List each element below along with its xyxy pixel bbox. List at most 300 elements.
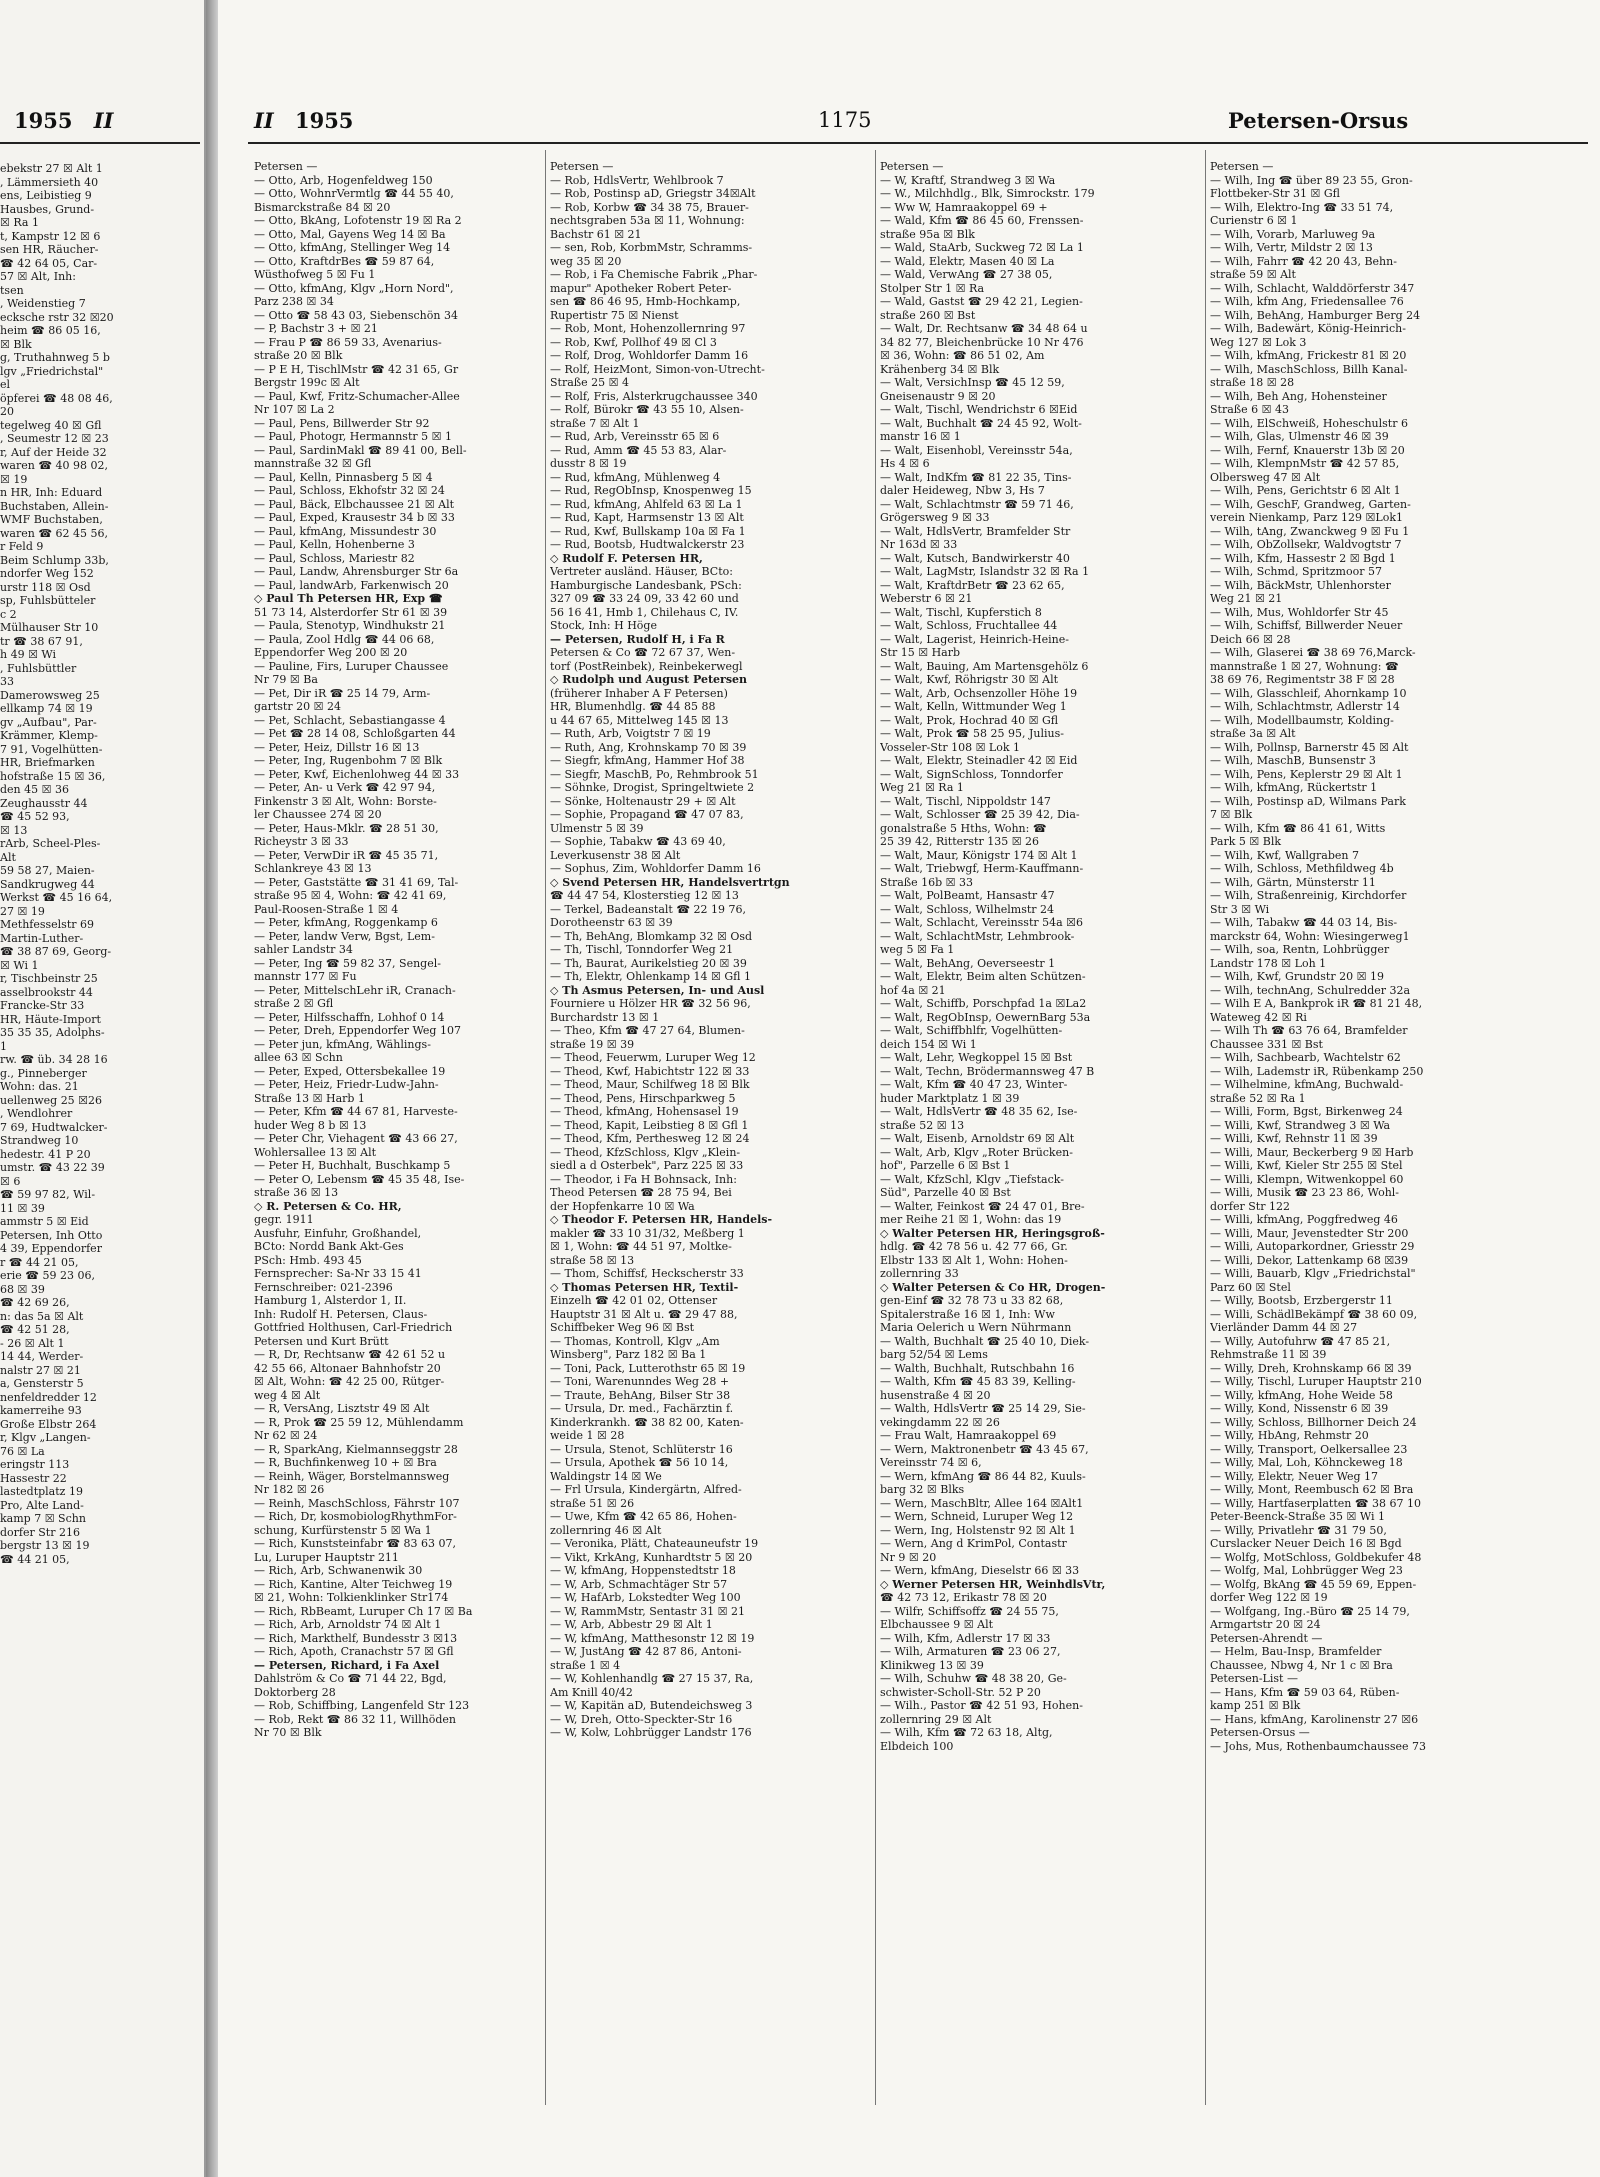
directory-entry-line: — Rich, Markthelf, Bundesstr 3 ☒13 bbox=[254, 1631, 458, 1645]
directory-entry-line: — Wilh, Schlacht, Walddörferstr 347 bbox=[1210, 281, 1415, 295]
directory-entry-line: Stolper Str 1 ☒ Ra bbox=[880, 281, 985, 295]
directory-entry-line: — Willy, Elektr, Neuer Weg 17 bbox=[1210, 1469, 1379, 1483]
directory-entry-line: — Traute, BehAng, Bilser Str 38 bbox=[550, 1388, 731, 1402]
directory-entry-line: — Willy, Kond, Nissenstr 6 ☒ 39 bbox=[1210, 1402, 1389, 1415]
directory-entry-line: Spitalerstraße 16 ☒ 1, Inh: Ww bbox=[880, 1307, 1055, 1321]
directory-entry-line: straße 18 ☒ 28 bbox=[1210, 376, 1295, 389]
directory-entry-line: — Wilh, Mus, Wohldorfer Str 45 bbox=[1210, 605, 1389, 619]
directory-entry-line: — Willi, Maur, Jevenstedter Str 200 bbox=[1210, 1226, 1409, 1240]
directory-entry-line: allee 63 ☒ Schn bbox=[254, 1051, 343, 1064]
directory-entry-line: — Paul, Photogr, Hermannstr 5 ☒ 1 bbox=[254, 430, 452, 443]
directory-entry-line: — Walt, Eisenhobl, Vereinsstr 54a, bbox=[880, 443, 1073, 457]
directory-entry-line: — Wilh, BäckMstr, Uhlenhorster bbox=[1210, 578, 1391, 592]
directory-entry-line: mapur" Apotheker Robert Peter- bbox=[550, 281, 732, 295]
directory-entry-line: gv „Aufbau", Par- bbox=[0, 715, 97, 729]
directory-entry-line: ☒ 6 bbox=[0, 1174, 21, 1188]
directory-entry-line: — Walt, Arb, Klgv „Roter Brücken- bbox=[880, 1145, 1073, 1159]
directory-entry-line: — P E H, TischlMstr ☎ 42 31 65, Gr bbox=[254, 362, 459, 376]
directory-entry-line: ebekstr 27 ☒ Alt 1 bbox=[0, 162, 103, 175]
directory-entry-line: torf (PostReinbek), Reinbekerwegl bbox=[550, 659, 743, 673]
directory-column-3 bbox=[880, 160, 1200, 2110]
directory-entry-line: — Rob, i Fa Chemische Fabrik „Phar- bbox=[550, 268, 758, 281]
column-divider bbox=[875, 150, 876, 2105]
directory-entry-line: c 2 bbox=[0, 607, 17, 621]
directory-entry-line: Eppendorfer Weg 200 ☒ 20 bbox=[254, 646, 408, 659]
directory-entry-line: Schlankreye 43 ☒ 13 bbox=[254, 862, 372, 875]
directory-entry-line: Winsberg", Parz 182 ☒ Ba 1 bbox=[550, 1348, 707, 1361]
directory-entry-line: der Hopfenkarre 10 ☒ Wa bbox=[550, 1199, 695, 1213]
directory-entry-line: waren ☎ 40 98 02, bbox=[0, 459, 109, 472]
directory-entry-line: Gneisenaustr 9 ☒ 20 bbox=[880, 389, 996, 403]
directory-entry-line: — Hans, Kfm ☎ 59 03 64, Rüben- bbox=[1210, 1685, 1400, 1699]
directory-entry-line: Parz 238 ☒ 34 bbox=[254, 295, 334, 308]
directory-entry-line: Stock, Inh: H Höge bbox=[550, 619, 657, 632]
directory-entry-line: — Wilh, Vorarb, Marluweg 9a bbox=[1210, 227, 1376, 241]
directory-entry-line: Burchardstr 13 ☒ 1 bbox=[550, 1010, 660, 1024]
directory-entry-line: nenfeldredder 12 bbox=[0, 1390, 97, 1404]
directory-entry-line: Krähenberg 34 ☒ Blk bbox=[880, 362, 1000, 376]
directory-entry-line: — Rich, RbBeamt, Luruper Ch 17 ☒ Ba bbox=[254, 1604, 473, 1618]
directory-entry-line: — Walt, Buchhalt ☎ 24 45 92, Wolt- bbox=[880, 416, 1082, 430]
directory-entry-line: Petersen — bbox=[550, 160, 614, 173]
directory-entry-line: — Rob, Korbw ☎ 34 38 75, Brauer- bbox=[550, 200, 749, 214]
directory-entry-line: lgv „Friedrichstal" bbox=[0, 364, 104, 378]
directory-entry-line: — Willi, Kwf, Rehnstr 11 ☒ 39 bbox=[1210, 1132, 1378, 1145]
directory-entry-line: — Paul, Schloss, Ekhofstr 32 ☒ 24 bbox=[254, 484, 445, 497]
directory-entry-line: Flottbeker-Str 31 ☒ Gfl bbox=[1210, 187, 1341, 200]
directory-entry-line: — Peter, Heiz, Dillstr 16 ☒ 13 bbox=[254, 740, 420, 754]
directory-entry-line: — Rolf, Bürokr ☎ 43 55 10, Alsen- bbox=[550, 403, 744, 416]
directory-entry-line: — Otto, BkAng, Lofotenstr 19 ☒ Ra 2 bbox=[254, 214, 462, 227]
directory-entry-line: tegelweg 40 ☒ Gfl bbox=[0, 418, 102, 432]
directory-entry-line: Wateweg 42 ☒ Ri bbox=[1210, 1010, 1307, 1024]
directory-entry-line: — Peter, Gaststätte ☎ 31 41 69, Tal- bbox=[254, 875, 459, 889]
directory-entry-line: Ulmenstr 5 ☒ 39 bbox=[550, 821, 644, 835]
directory-entry-line: — Otto, kfmAng, Stellinger Weg 14 bbox=[254, 241, 451, 254]
directory-entry-line: — Walter, Feinkost ☎ 24 47 01, Bre- bbox=[880, 1199, 1085, 1213]
directory-entry-line: ecksche rstr 32 ☒20 bbox=[0, 310, 114, 324]
directory-entry-line: — Walt, KraftdrBetr ☎ 23 62 65, bbox=[880, 578, 1065, 592]
directory-entry-line: r, Tischbeinstr 25 bbox=[0, 972, 98, 985]
directory-entry-line: — Wilh, Fahrr ☎ 42 20 43, Behn- bbox=[1210, 254, 1397, 268]
directory-entry-line: — Rob, Kwf, Pollhof 49 ☒ Cl 3 bbox=[550, 335, 717, 349]
directory-entry-line: — Wilh., Pastor ☎ 42 51 93, Hohen- bbox=[880, 1699, 1083, 1712]
directory-entry-line: Hassestr 22 bbox=[0, 1471, 67, 1485]
directory-entry-line: — Wolfg, BkAng ☎ 45 59 69, Eppen- bbox=[1210, 1577, 1417, 1591]
directory-entry-line: ☎ 45 52 93, bbox=[0, 810, 70, 823]
directory-entry-line: — Sönke, Holtenaustr 29 + ☒ Alt bbox=[550, 794, 736, 808]
directory-entry-line: — Wilh, Kfm ☎ 86 41 61, Witts bbox=[1210, 821, 1386, 835]
directory-entry-line: 42 55 66, Altonaer Bahnhofstr 20 bbox=[254, 1361, 441, 1375]
directory-entry-line: Grögersweg 9 ☒ 33 bbox=[880, 511, 990, 524]
directory-entry-line: sahler Landstr 34 bbox=[254, 943, 353, 956]
directory-entry-line: Wohn: das. 21 bbox=[0, 1080, 79, 1093]
directory-entry-line: kamp 251 ☒ Blk bbox=[1210, 1699, 1301, 1712]
directory-entry-line: — Wilh, Pens, Keplerstr 29 ☒ Alt 1 bbox=[1210, 767, 1403, 781]
directory-entry-line: sp, Fuhlsbütteler bbox=[0, 594, 96, 607]
directory-entry-line: r ☎ 44 21 05, bbox=[0, 1255, 79, 1269]
directory-entry-line: — W, Kraftf, Strandweg 3 ☒ Wa bbox=[880, 173, 1056, 187]
directory-entry-line: — Wilh, Schmd, Spritzmoor 57 bbox=[1210, 565, 1382, 578]
directory-entry-line: — Otto, kfmAng, Klgv „Horn Nord", bbox=[254, 281, 454, 295]
directory-entry-line: — Willi, Kwf, Kieler Str 255 ☒ Stel bbox=[1210, 1159, 1403, 1172]
directory-entry-line: — Wilh Th ☎ 63 76 64, Bramfelder bbox=[1210, 1024, 1408, 1037]
directory-entry-line: Rehmstraße 11 ☒ 39 bbox=[1210, 1348, 1327, 1361]
directory-entry-line: ☒ 19 bbox=[0, 472, 28, 486]
directory-entry-line: Waldingstr 14 ☒ We bbox=[550, 1469, 662, 1483]
directory-entry-line: Doktorberg 28 bbox=[254, 1685, 336, 1699]
directory-entry-line: Bismarckstraße 84 ☒ 20 bbox=[254, 200, 391, 214]
directory-entry-line: ◇ Rudolf F. Petersen HR, bbox=[550, 551, 703, 565]
directory-entry-line: manstr 16 ☒ 1 bbox=[880, 430, 961, 443]
directory-entry-line: Str 15 ☒ Harb bbox=[880, 646, 961, 659]
directory-entry-line: ndorfer Weg 152 bbox=[0, 567, 94, 580]
directory-entry-line: — Th, Elektr, Ohlenkamp 14 ☒ Gfl 1 bbox=[550, 970, 751, 983]
directory-entry-line: — Wald, StaArb, Suckweg 72 ☒ La 1 bbox=[880, 241, 1084, 254]
directory-entry-line: — Rich, Apoth, Cranachstr 57 ☒ Gfl bbox=[254, 1645, 454, 1658]
directory-entry-line: — Thom, Schiffsf, Heckscherstr 33 bbox=[550, 1267, 744, 1280]
directory-entry-line: eringstr 113 bbox=[0, 1458, 70, 1471]
directory-entry-line: — Rud, Amm ☎ 45 53 83, Alar- bbox=[550, 443, 727, 457]
directory-entry-line: Deich 66 ☒ 28 bbox=[1210, 632, 1291, 646]
directory-column-2 bbox=[550, 160, 870, 2110]
directory-entry-line: tr ☎ 38 67 91, bbox=[0, 634, 83, 648]
directory-entry-line: — Frau Walt, Hamraakoppel 69 bbox=[880, 1429, 1057, 1442]
directory-entry-line: straße 19 ☒ 39 bbox=[550, 1037, 635, 1051]
directory-entry-line: — Peter Chr, Viehagent ☎ 43 66 27, bbox=[254, 1132, 458, 1145]
directory-entry-line: — Wilh, Kwf, Grundstr 20 ☒ 19 bbox=[1210, 970, 1384, 983]
directory-entry-line: — R, VersAng, Lisztstr 49 ☒ Alt bbox=[254, 1402, 430, 1415]
directory-entry-line: — Th, Baurat, Aurikelstieg 20 ☒ 39 bbox=[550, 956, 747, 970]
directory-entry-line: deich 154 ☒ Wi 1 bbox=[880, 1037, 977, 1051]
directory-entry-line: weide 1 ☒ 28 bbox=[550, 1429, 625, 1442]
directory-entry-line: — Ruth, Ang, Krohnskamp 70 ☒ 39 bbox=[550, 740, 747, 754]
directory-entry-line: 33 bbox=[0, 675, 14, 688]
directory-entry-line: — Rob, HdlsVertr, Wehlbrook 7 bbox=[550, 173, 724, 187]
directory-entry-line: asselbrookstr 44 bbox=[0, 985, 93, 999]
directory-entry-line: hdlg. ☎ 42 78 56 u. 42 77 66, Gr. bbox=[880, 1240, 1068, 1253]
directory-entry-line: — Rich, Kantine, Alter Teichweg 19 bbox=[254, 1577, 453, 1591]
directory-entry-line: straße 58 ☒ 13 bbox=[550, 1253, 635, 1267]
directory-entry-line: Finkenstr 3 ☒ Alt, Wohn: Borste- bbox=[254, 794, 437, 808]
directory-entry-line: weg 35 ☒ 20 bbox=[550, 254, 622, 268]
directory-entry-line: — W, kfmAng, Hoppenstedtstr 18 bbox=[550, 1564, 736, 1577]
directory-entry-line: ☒ Alt, Wohn: ☎ 42 25 00, Rütger- bbox=[254, 1375, 445, 1388]
directory-entry-line: — Wilh, Straßenreinig, Kirchdorfer bbox=[1210, 889, 1407, 902]
directory-entry-line: — Wolfgang, Ing.-Büro ☎ 25 14 79, bbox=[1210, 1604, 1410, 1618]
directory-entry-line: Hauptstr 31 ☒ Alt u. ☎ 29 47 88, bbox=[550, 1307, 738, 1321]
directory-entry-line: barg 32 ☒ Blks bbox=[880, 1483, 965, 1496]
directory-entry-line: 51 73 14, Alsterdorfer Str 61 ☒ 39 bbox=[254, 605, 448, 619]
directory-entry-line: — Wilh E A, Bankprok iR ☎ 81 21 48, bbox=[1210, 997, 1423, 1010]
directory-entry-line: — Wern, Maktronenbetr ☎ 43 45 67, bbox=[880, 1442, 1089, 1456]
directory-entry-line: — Uwe, Kfm ☎ 42 65 86, Hohen- bbox=[550, 1510, 737, 1523]
directory-entry-line: ☒ Ra 1 bbox=[0, 216, 39, 229]
directory-entry-line: Straße 25 ☒ 4 bbox=[550, 376, 629, 389]
directory-entry-line: — Veronika, Plätt, Chateauneufstr 19 bbox=[550, 1537, 759, 1550]
directory-entry-line: — Wern, Schneid, Luruper Weg 12 bbox=[880, 1510, 1074, 1523]
directory-entry-line: — Rud, kfmAng, Mühlenweg 4 bbox=[550, 470, 721, 484]
directory-entry-line: — Paul, Kelln, Hohenberne 3 bbox=[254, 538, 415, 551]
directory-entry-line: — Wilh, Fernf, Knauerstr 13b ☒ 20 bbox=[1210, 443, 1405, 457]
directory-entry-line: HR, Häute-Import bbox=[0, 1012, 101, 1026]
directory-entry-line: — Walth, HdlsVertr ☎ 25 14 29, Sie- bbox=[880, 1402, 1086, 1415]
directory-entry-line: — Wilh, Elektro-Ing ☎ 33 51 74, bbox=[1210, 200, 1394, 214]
directory-entry-line: straße 1 ☒ 4 bbox=[550, 1658, 621, 1672]
directory-entry-line: Pro, Alte Land- bbox=[0, 1498, 84, 1512]
directory-entry-line: — Wilh, kfm Ang, Friedensallee 76 bbox=[1210, 295, 1404, 308]
directory-entry-line: — Theod, kfmAng, Hohensasel 19 bbox=[550, 1105, 739, 1118]
directory-entry-line: uellenweg 25 ☒26 bbox=[0, 1093, 103, 1107]
directory-entry-line: — Theod, Maur, Schilfweg 18 ☒ Blk bbox=[550, 1078, 750, 1091]
directory-entry-line: Wüsthofweg 5 ☒ Fu 1 bbox=[254, 268, 376, 281]
directory-entry-line: — Rich, Dr, kosmobiologRhythmFor- bbox=[254, 1510, 457, 1523]
directory-entry-line: waren ☎ 62 45 56, bbox=[0, 526, 109, 540]
directory-entry-line: — Peter, VerwDir iR ☎ 45 35 71, bbox=[254, 848, 439, 862]
directory-entry-line: 11 ☒ 39 bbox=[0, 1201, 45, 1215]
directory-entry-line: Nr 182 ☒ 26 bbox=[254, 1483, 325, 1496]
directory-entry-line: Dahlström & Co ☎ 71 44 22, Bgd, bbox=[254, 1672, 447, 1685]
directory-entry-line: — Willi, Bauarb, Klgv „Friedrichstal" bbox=[1210, 1267, 1416, 1280]
directory-entry-line: ellkamp 74 ☒ 19 bbox=[0, 702, 93, 715]
directory-entry-line: — P, Bachstr 3 + ☒ 21 bbox=[254, 322, 378, 335]
directory-entry-line: Petersen-Orsus — bbox=[1210, 1726, 1310, 1739]
directory-entry-line: ler Chaussee 274 ☒ 20 bbox=[254, 808, 382, 821]
directory-entry-line: Theod Petersen ☎ 28 75 94, Bei bbox=[550, 1186, 732, 1199]
directory-entry-line: 25 39 42, Ritterstr 135 ☒ 26 bbox=[880, 835, 1040, 848]
header-rule bbox=[248, 142, 1588, 144]
directory-entry-line: — Wald, Gastst ☎ 29 42 21, Legien- bbox=[880, 295, 1083, 308]
directory-entry-line: r, Klgv „Langen- bbox=[0, 1431, 91, 1444]
directory-entry-line: — Helm, Bau-Insp, Bramfelder bbox=[1210, 1645, 1382, 1658]
directory-entry-line: — Wald, Elektr, Masen 40 ☒ La bbox=[880, 254, 1055, 268]
directory-entry-line: — Wilh, KlempnMstr ☎ 42 57 85, bbox=[1210, 457, 1400, 470]
directory-entry-line: — Petersen, Richard, i Fa Axel bbox=[254, 1658, 440, 1672]
directory-entry-line: — Willy, Mont, Reembusch 62 ☒ Bra bbox=[1210, 1483, 1414, 1496]
directory-entry-line: — Theod, KfzSchloss, Klgv „Klein- bbox=[550, 1145, 741, 1159]
header-year: 1955 bbox=[294, 108, 354, 133]
directory-entry-line: Mülhauser Str 10 bbox=[0, 621, 99, 634]
directory-entry-line: a, Gensterstr 5 bbox=[0, 1377, 84, 1390]
directory-entry-line: — Sophie, Tabakw ☎ 43 69 40, bbox=[550, 835, 726, 848]
directory-entry-line: — W, JustAng ☎ 42 87 86, Antoni- bbox=[550, 1645, 742, 1658]
directory-entry-line: Straße 16b ☒ 33 bbox=[880, 875, 974, 889]
directory-entry-line: schwister-Scholl-Str. 52 P 20 bbox=[880, 1685, 1041, 1699]
directory-entry-line: — Ww W, Hamraakoppel 69 + bbox=[880, 200, 1048, 214]
directory-entry-line: — Frau P ☎ 86 59 33, Avenarius- bbox=[254, 335, 442, 349]
directory-entry-line: — Wilh, Badewärt, König-Heinrich- bbox=[1210, 322, 1406, 335]
left-page-column bbox=[0, 162, 200, 2152]
directory-entry-line: 59 58 27, Maien- bbox=[0, 864, 95, 877]
directory-entry-line: Petersen — bbox=[880, 160, 944, 173]
directory-entry-line: u 44 67 65, Mittelweg 145 ☒ 13 bbox=[550, 713, 729, 727]
directory-entry-line: — Wilh, Lademstr iR, Rübenkamp 250 bbox=[1210, 1064, 1424, 1078]
directory-entry-line: — Walt, SignSchloss, Tonndorfer bbox=[880, 767, 1063, 781]
directory-entry-line: — Th, BehAng, Blomkamp 32 ☒ Osd bbox=[550, 929, 753, 943]
directory-entry-line: — Peter, Kfm ☎ 44 67 81, Harveste- bbox=[254, 1105, 458, 1118]
directory-entry-line: — Rolf, Drog, Wohldorfer Damm 16 bbox=[550, 349, 749, 362]
directory-entry-line: Paul-Roosen-Straße 1 ☒ 4 bbox=[254, 902, 399, 916]
directory-entry-line: Vierländer Damm 44 ☒ 27 bbox=[1210, 1321, 1358, 1334]
directory-entry-line: — Willi, Dekor, Lattenkamp 68 ☒39 bbox=[1210, 1253, 1409, 1267]
directory-entry-line: Martin-Luther- bbox=[0, 931, 84, 945]
directory-entry-line: dusstr 8 ☒ 19 bbox=[550, 457, 627, 470]
directory-entry-line: — Wilh, Glas, Ulmenstr 46 ☒ 39 bbox=[1210, 430, 1389, 443]
directory-entry-line: ☎ 44 21 05, bbox=[0, 1552, 70, 1566]
running-title: Petersen-Orsus bbox=[1228, 108, 1409, 133]
directory-entry-line: — Hans, kfmAng, Karolinenstr 27 ☒6 bbox=[1210, 1712, 1419, 1726]
directory-column-1 bbox=[254, 160, 540, 2110]
directory-entry-line: den 45 ☒ 36 bbox=[0, 783, 69, 796]
directory-entry-line: — Wolfg, MotSchloss, Goldbekufer 48 bbox=[1210, 1550, 1422, 1564]
directory-entry-line: umstr. ☎ 43 22 39 bbox=[0, 1161, 105, 1174]
directory-entry-line: barg 52/54 ☒ Lems bbox=[880, 1348, 988, 1361]
directory-entry-line: heim ☎ 86 05 16, bbox=[0, 324, 101, 337]
directory-entry-line: Hamburg 1, Alsterdor 1, II. bbox=[254, 1294, 407, 1307]
directory-entry-line: siedl a d Osterbek", Parz 225 ☒ 33 bbox=[550, 1159, 744, 1172]
directory-entry-line: — Pet, Dir iR ☎ 25 14 79, Arm- bbox=[254, 686, 431, 700]
directory-entry-line: marckstr 64, Wohn: Wiesingerweg1 bbox=[1210, 929, 1410, 943]
directory-entry-line: r Feld 9 bbox=[0, 540, 44, 553]
directory-entry-line: Große Elbstr 264 bbox=[0, 1417, 97, 1431]
directory-entry-line: — Walt, Schlachtmstr ☎ 59 71 46, bbox=[880, 497, 1074, 511]
directory-entry-line: — Peter, Kwf, Eichenlohweg 44 ☒ 33 bbox=[254, 767, 460, 781]
directory-entry-line: — Reinh, MaschSchloss, Fährstr 107 bbox=[254, 1496, 460, 1510]
directory-entry-line: , Wendlohrer bbox=[0, 1107, 73, 1120]
directory-entry-line: zollernring 33 bbox=[880, 1267, 959, 1280]
directory-entry-line: 14 44, Werder- bbox=[0, 1350, 84, 1363]
directory-entry-line: — Walt, Schloss, Wilhelmstr 24 bbox=[880, 902, 1055, 916]
directory-entry-line: straße 52 ☒ Ra 1 bbox=[1210, 1091, 1306, 1105]
directory-entry-line: ◇ Rudolph und August Petersen bbox=[550, 673, 748, 686]
directory-entry-line: — Pet ☎ 28 14 08, Schloßgarten 44 bbox=[254, 727, 456, 740]
directory-entry-line: Petersen, Inh Otto bbox=[0, 1228, 103, 1242]
left-page-fragment bbox=[0, 0, 206, 2177]
directory-entry-line: — Willy, Mal, Loh, Köhnckeweg 18 bbox=[1210, 1456, 1403, 1469]
directory-entry-line: bergstr 13 ☒ 19 bbox=[0, 1539, 90, 1552]
directory-entry-line: — Ursula, Dr. med., Fachärztin f. bbox=[550, 1402, 734, 1415]
directory-entry-line: Petersen-List — bbox=[1210, 1672, 1298, 1685]
directory-entry-line: — Wilh, Kwf, Wallgraben 7 bbox=[1210, 848, 1359, 862]
directory-entry-line: Leverkusenstr 38 ☒ Alt bbox=[550, 848, 681, 862]
directory-entry-line: — Paul, Kelln, Pinnasberg 5 ☒ 4 bbox=[254, 470, 433, 484]
directory-entry-line: — Willi, Form, Bgst, Birkenweg 24 bbox=[1210, 1105, 1403, 1118]
directory-entry-line: ☎ 59 97 82, Wil- bbox=[0, 1188, 96, 1201]
directory-entry-line: — Wilfr, Schiffsoffz ☎ 24 55 75, bbox=[880, 1604, 1059, 1618]
directory-entry-line: — Reinh, Wäger, Borstelmannsweg bbox=[254, 1469, 450, 1483]
directory-entry-line: — Paul, Bäck, Elbchaussee 21 ☒ Alt bbox=[254, 497, 455, 511]
directory-entry-line: sen ☎ 86 46 95, Hmb-Hochkamp, bbox=[550, 295, 741, 308]
directory-entry-line: — Willy, Tischl, Luruper Hauptstr 210 bbox=[1210, 1375, 1422, 1388]
directory-entry-line: — Wilh, Pollnsp, Barnerstr 45 ☒ Alt bbox=[1210, 740, 1409, 754]
directory-entry-line: — Walt, Schlosser ☎ 25 39 42, Dia- bbox=[880, 808, 1080, 821]
directory-entry-line: — Johs, Mus, Rothenbaumchaussee 73 bbox=[1210, 1739, 1427, 1753]
directory-entry-line: — Wilh, Sachbearb, Wachtelstr 62 bbox=[1210, 1051, 1401, 1064]
directory-entry-line: Bergstr 199c ☒ Alt bbox=[254, 376, 360, 389]
directory-entry-line: — Vikt, KrkAng, Kunhardtstr 5 ☒ 20 bbox=[550, 1550, 753, 1564]
directory-entry-line: — Wilh, Beh Ang, Hohensteiner bbox=[1210, 389, 1387, 403]
directory-entry-line: — Paul, SardinMakl ☎ 89 41 00, Bell- bbox=[254, 443, 467, 457]
directory-entry-line: — Peter, landw Verw, Bgst, Lem- bbox=[254, 929, 435, 943]
directory-entry-line: — R, Prok ☎ 25 59 12, Mühlendamm bbox=[254, 1415, 464, 1429]
directory-entry-line: — Paul, Landw, Ahrensburger Str 6a bbox=[254, 565, 459, 578]
directory-entry-line: — Rud, Kwf, Bullskamp 10a ☒ Fa 1 bbox=[550, 524, 746, 538]
directory-entry-line: Kinderkrankh. ☎ 38 82 00, Katen- bbox=[550, 1415, 744, 1429]
directory-entry-line: ammstr 5 ☒ Eid bbox=[0, 1215, 89, 1228]
directory-entry-line: — W, kfmAng, Matthesonstr 12 ☒ 19 bbox=[550, 1631, 755, 1645]
directory-entry-line: hof", Parzelle 6 ☒ Bst 1 bbox=[880, 1159, 1011, 1172]
directory-entry-line: — Rob, Postinsp aD, Griegstr 34☒Alt bbox=[550, 187, 756, 200]
directory-entry-line: — Otto ☎ 58 43 03, Siebenschön 34 bbox=[254, 308, 458, 322]
directory-entry-line: — Walt, Lagerist, Heinrich-Heine- bbox=[880, 632, 1069, 646]
directory-entry-line: — Ursula, Stenot, Schlüterstr 16 bbox=[550, 1442, 733, 1456]
directory-entry-line: huder Marktplatz 1 ☒ 39 bbox=[880, 1091, 1020, 1105]
directory-entry-line: — Wern, kfmAng, Dieselstr 66 ☒ 33 bbox=[880, 1564, 1080, 1577]
directory-entry-line: — Theo, Kfm ☎ 47 27 64, Blumen- bbox=[550, 1024, 745, 1037]
directory-entry-line: Weg 21 ☒ 21 bbox=[1210, 592, 1283, 605]
directory-entry-line: — Walt, Kfm ☎ 40 47 23, Winter- bbox=[880, 1078, 1068, 1091]
directory-entry-line: — Theod, Kwf, Habichtstr 122 ☒ 33 bbox=[550, 1064, 750, 1078]
directory-entry-line: — Theodor, i Fa H Bohnsack, Inh: bbox=[550, 1172, 737, 1186]
directory-entry-line: Krämmer, Klemp- bbox=[0, 729, 98, 742]
directory-entry-line: — Wilh, Glaserei ☎ 38 69 76,Marck- bbox=[1210, 646, 1416, 659]
directory-entry-line: urstr 118 ☒ Osd bbox=[0, 580, 91, 594]
directory-entry-line: g, Truthahnweg 5 b bbox=[0, 351, 110, 364]
directory-entry-line: — Wilhelmine, kfmAng, Buchwald- bbox=[1210, 1078, 1404, 1091]
directory-entry-line: ☒ Wi 1 bbox=[0, 958, 39, 972]
directory-entry-line: — Walth, Buchhalt ☎ 25 40 10, Diek- bbox=[880, 1334, 1090, 1348]
directory-entry-line: dorfer Str 216 bbox=[0, 1525, 80, 1539]
left-page-year: 1955 bbox=[14, 108, 73, 133]
directory-entry-line: — Wilh, Modellbaumstr, Kolding- bbox=[1210, 713, 1394, 727]
directory-entry-line: — Rich, Arb, Arnoldstr 74 ☒ Alt 1 bbox=[254, 1618, 442, 1631]
directory-entry-line: — Rich, Arb, Schwanenwik 30 bbox=[254, 1564, 423, 1577]
directory-entry-line: — Walt, Tischl, Wendrichstr 6 ☒Eid bbox=[880, 403, 1078, 416]
directory-entry-line: Alt bbox=[0, 850, 16, 864]
directory-entry-line: Rupertistr 75 ☒ Nienst bbox=[550, 308, 679, 322]
directory-entry-line: — Willy, kfmAng, Hohe Weide 58 bbox=[1210, 1388, 1393, 1402]
directory-entry-line: tsen bbox=[0, 283, 24, 297]
directory-entry-line: — Paul, kfmAng, Missundestr 30 bbox=[254, 524, 437, 538]
directory-entry-line: — Rob, Schiffbing, Langenfeld Str 123 bbox=[254, 1699, 470, 1712]
directory-entry-line: — Wilh, Postinsp aD, Wilmans Park bbox=[1210, 794, 1406, 808]
directory-entry-line: — Wald, VerwAng ☎ 27 38 05, bbox=[880, 268, 1053, 281]
directory-entry-line: ◇ Th Asmus Petersen, In- und Ausl bbox=[550, 983, 765, 997]
directory-entry-line: — Peter, Hilfsschaffn, Lohhof 0 14 bbox=[254, 1010, 445, 1024]
directory-entry-line: — Rud, RegObInsp, Knospenweg 15 bbox=[550, 484, 752, 497]
directory-entry-line: Petersen und Kurt Brütt bbox=[254, 1334, 389, 1348]
directory-entry-line: Dorotheenstr 63 ☒ 39 bbox=[550, 916, 673, 929]
directory-entry-line: — Walt, Kelln, Wittmunder Weg 1 bbox=[880, 700, 1067, 713]
directory-entry-line: ☒ 36, Wohn: ☎ 86 51 02, Am bbox=[880, 349, 1045, 362]
directory-entry-line: kamerreihe 93 bbox=[0, 1404, 82, 1417]
directory-entry-line: — Walt, Eisenb, Arnoldstr 69 ☒ Alt bbox=[880, 1132, 1075, 1145]
directory-entry-line: — Wilh, Pens, Gerichtstr 6 ☒ Alt 1 bbox=[1210, 484, 1401, 497]
directory-entry-line: 35 35 35, Adolphs- bbox=[0, 1026, 105, 1039]
directory-entry-line: — Theod, Kfm, Perthesweg 12 ☒ 24 bbox=[550, 1132, 750, 1145]
directory-entry-line: — Peter jun, kfmAng, Wählings- bbox=[254, 1037, 431, 1051]
directory-entry-line: dorfer Str 122 bbox=[1210, 1199, 1290, 1213]
directory-entry-line: — Wilh, Schiffsf, Billwerder Neuer bbox=[1210, 619, 1403, 632]
binding-gutter bbox=[206, 0, 218, 2177]
directory-entry-line: 7 91, Vogelhütten- bbox=[0, 742, 103, 756]
directory-entry-line: — Walt, Schlacht, Vereinsstr 54a ☒6 bbox=[880, 916, 1084, 929]
directory-entry-line: — Toni, Warenunndes Weg 28 + bbox=[550, 1375, 730, 1388]
directory-entry-line: (früherer Inhaber A F Petersen) bbox=[550, 686, 728, 700]
directory-entry-line: zollernring 29 ☒ Alt bbox=[880, 1712, 992, 1726]
directory-entry-line: — Sophus, Zim, Wohldorfer Damm 16 bbox=[550, 862, 761, 875]
directory-entry-line: ☎ 42 51 28, bbox=[0, 1323, 70, 1336]
